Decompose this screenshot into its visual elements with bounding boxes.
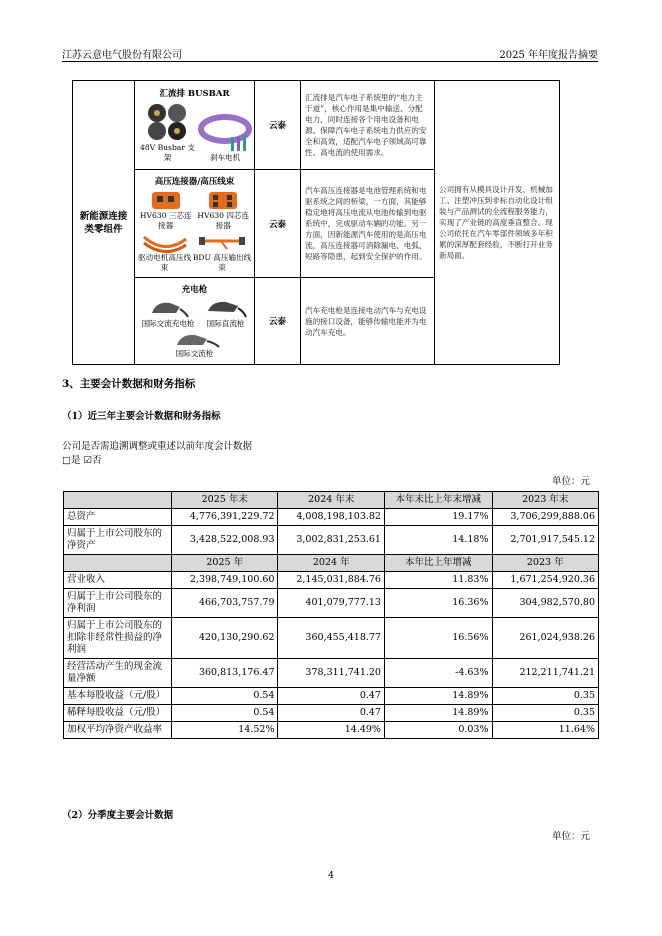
report-title: 2025 年年度报告摘要 (499, 50, 598, 61)
busbar-bracket-image (137, 101, 198, 163)
table-header-row: 2025 年末 2024 年末 本年末比上年末增减 2023 年末 (64, 492, 599, 509)
brand-hv: 云泰 (255, 170, 301, 278)
product-table (72, 80, 560, 365)
table-row: 营业收入 2,398,749,100.60 2,145,031,884.76 11.83% 1,671,254,920.36 (64, 572, 599, 589)
unit-label: 单位：元 (551, 476, 590, 487)
caption-brake-motor: 刹车电机 (209, 153, 241, 162)
category-cell: 新能源连接类零组件 (73, 81, 135, 365)
subsection2-title: （2）分季度主要会计数据 (62, 810, 174, 821)
charging-description: 汽车充电枪是连接电动汽车与充电设施的接口设备，能够传输电能并为电动汽车充电。 (301, 278, 435, 365)
table-row: 总资产 4,776,391,229.72 4,008,198,103.82 19.17% 3,706,299,888.06 (64, 509, 599, 526)
motor-harness-image (137, 233, 192, 273)
ac-gun-image (137, 331, 252, 359)
hv-connector-image-cell (135, 170, 255, 278)
table-row: 经营活动产生的现金流量净额 360,813,176.47 378,311,741.20 -4.63% 212,211,741.21 (64, 659, 599, 688)
hv630-4core-image (195, 189, 253, 231)
caption-dc-gun: 国际直流枪 (206, 319, 245, 328)
caption-bdu-harness: BDU 高压输出线束 (192, 252, 252, 272)
table-row: 加权平均净资产收益率 14.52% 14.49% 0.03% 11.64% (64, 722, 599, 739)
brand-charging: 云泰 (255, 278, 301, 365)
unit-label-2: 单位：元 (551, 831, 590, 842)
table-row: 基本每股收益（元/股） 0.54 0.47 14.89% 0.35 (64, 688, 599, 705)
hv630-3core-image (137, 189, 195, 231)
charging-gun-image-cell (135, 278, 255, 365)
busbar-description: 汇流排是汽车电子系统里的“电力主干道”，核心作用是集中输送、分配电力，同时连接各个用电设备和电源。保障汽车电子系统电力供应的安全和高效，适配汽车电子领域高可靠性、高电流的使用需求。 (301, 81, 435, 170)
section3-title: 3、主要会计数据和财务指标 (62, 378, 196, 390)
hv-description: 汽车高压连接器是电池管理系统和电驱系统之间的桥梁，一方面，其能够稳定地将高压电流从电池传输到电驱系统中，完成驱动车辆的功能。另一方面，因新能源汽车使用的是高压电流，高压连接器可消除漏电、电弧、短路等隐患，起到安全保护的作用。 (301, 170, 435, 278)
subsection1-title: （1）近三年主要会计数据和财务指标 (62, 411, 221, 422)
page-number: 4 (327, 870, 335, 881)
table-row: 归属于上市公司股东的净利润 466,703,757.79 401,079,777.13 16.36% 304,982,570.80 (64, 589, 599, 618)
table-row: 归属于上市公司股东的净资产 3,428,522,008.93 3,002,831,253.61 14.18% 2,701,917,545.12 (64, 526, 599, 555)
restatement-answer: □是 ☑否 (62, 455, 102, 466)
caption-48v-busbar: 48V Busbar 支架 (140, 143, 195, 162)
caption-motor-harness: 驱动电机高压线束 (137, 252, 192, 272)
caption-hv630-3core: HV630 三芯连接器 (139, 210, 192, 230)
charging-gun-title: 充电枪 (181, 285, 208, 295)
caption-hv630-4core: HV630 四芯连接器 (197, 210, 250, 230)
caption-ac-gun: 国际交流充电枪 (141, 319, 195, 328)
busbar-title: 汇流排 BUSBAR (159, 89, 230, 99)
caption-ac-gun-2: 国际交流枪 (175, 349, 214, 358)
company-name: 江苏云意电气股份有限公司 (62, 50, 182, 61)
ac-charging-gun-image (141, 297, 194, 329)
dc-gun-image (204, 297, 248, 329)
busbar-image-cell (135, 81, 255, 170)
hv-connector-title: 高压连接器/高压线束 (154, 176, 235, 187)
table-header-row: 2025 年 2024 年 本年比上年增减 2023 年 (64, 555, 599, 572)
financial-table (63, 491, 599, 739)
table-row: 稀释每股收益（元/股） 0.54 0.47 14.89% 0.35 (64, 705, 599, 722)
restatement-question: 公司是否需追溯调整或重述以前年度会计数据 (62, 441, 253, 452)
advantage-cell: 公司拥有从模具设计开发、机械加工、注塑冲压到非标自动化设计组装与产品测试的全流程服务能力，实现了产业链的高度垂直整合。现公司依托在汽车零部件领域多年积累的深厚配套经验，不断打开业务新局面。 (435, 81, 560, 365)
page-header (62, 44, 598, 62)
bdu-harness-image (192, 233, 252, 273)
brand-busbar: 云泰 (255, 81, 301, 170)
brake-motor-image (198, 111, 252, 163)
table-row: 归属于上市公司股东的扣除非经常性损益的净利润 420,130,290.62 360,455,418.77 16.56% 261,024,938.26 (64, 618, 599, 659)
